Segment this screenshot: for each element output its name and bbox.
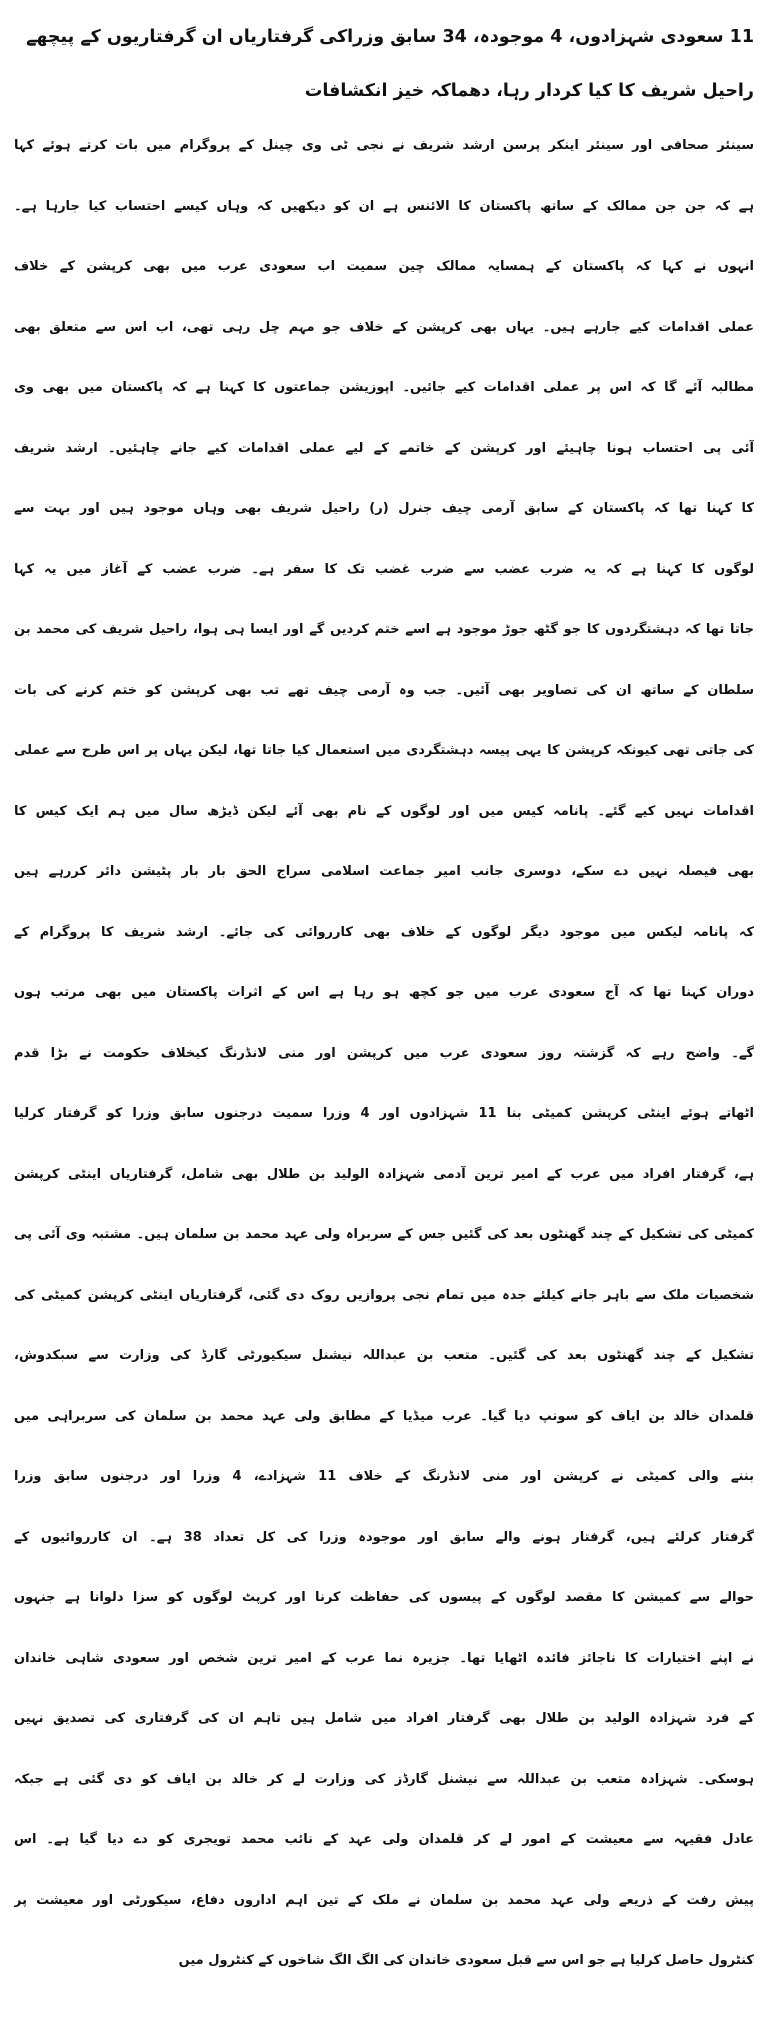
body-line: آئی پی احتساب ہونا چاہیئے اور کرپشن کے خاتمے کے لیے عملی اقدامات کیے جانے چاہئیں۔ ارشد شریف [14,440,754,456]
body-line: دوران کہنا تھا کہ آج سعودی عرب میں جو کچھ ہو رہا ہے اس کے اثرات پاکستان میں بھی مرتب ہوں [14,985,754,1000]
body-line: تشکیل کے چند گھنٹوں بعد کی گئیں۔ متعب بن عبداللہ نیشنل سیکیورٹی گارڈ کی وزارت سے سبکدوش، [14,1348,754,1363]
body-line: ہے، گرفتار افراد میں عرب کے امیر ترین آدمی شہزادہ الولید بن طلال بھی شامل، گرفتاریاں اینٹی کرپشن [14,1166,754,1182]
body-line: اٹھاتے ہوئے اینٹی کرپشن کمیٹی بنا 11 شہزادوں اور 4 وزرا سمیت درجنوں سابق وزرا کو گرفتار کرلیا [14,1106,754,1121]
article-body [14,116,754,1992]
body-line: اقدامات نہیں کیے گئے۔ پانامہ کیس میں اور لوگوں کے نام بھی آئے لیکن ڈیڑھ سال میں ہم ایک کیس کا [14,803,754,819]
body-line: نے اپنے اختیارات کا ناجائز فائدہ اٹھایا تھا۔ جزیرہ نما عرب کے امیر ترین شخص اور سعودی شاہی خاندان [14,1650,754,1666]
body-line: سلطان کے ساتھ ان کی تصاویر بھی آئیں۔ جب وہ آرمی چیف تھے تب بھی کرپشن کو ختم کرنے کی بات [14,682,754,698]
body-line: کنٹرول حاصل کرلیا ہے جو اس سے قبل سعودی خاندان کی الگ الگ شاخوں کے کنٹرول میں [178,1953,754,1968]
body-line: پیش رفت کے ذریعے ولی عہد محمد بن سلمان نے ملک کے تین اہم اداروں دفاع، سیکورٹی اور معیشت پر [14,1892,754,1908]
body-line: جاتا تھا کہ دہشتگردوں کا جو گٹھ جوڑ موجود ہے اسے ختم کردیں گے اور ایسا ہی ہوا، راحیل شریف کی محمد بن [14,622,754,637]
headline-line: راحیل شریف کا کیا کردار رہا، دھماکہ خیز انکشافات [304,81,754,101]
body-line: قلمدان خالد بن ایاف کو سونپ دیا گیا۔ عرب میڈیا کے مطابق ولی عہد محمد بن سلمان کی سربراہی میں [14,1408,754,1424]
headline-line: 11 سعودی شہزادوں، 4 موجودہ، 34 سابق وزراکی گرفتاریاں ان گرفتاریوں کے پیچھے [26,27,754,47]
body-line: حوالے سے کمیشن کا مقصد لوگوں کے پیسوں کی حفاظت کرنا اور کرپٹ لوگوں کو سزا دلوانا ہے جنہوں [14,1590,754,1605]
headline [14,8,754,116]
body-line: ہے کہ جن جن ممالک کے ساتھ پاکستان کا الائنس ہے ان کو دیکھیں کہ وہاں کیسے احتساب کیا جارہا ہے۔ [14,198,754,214]
body-line: مطالبہ آئے گا کہ اس پر عملی اقدامات کیے جائیں۔ اپوزیشن جماعتوں کا کہنا ہے کہ پاکستان میں بھی وی [14,380,754,395]
body-line: عملی اقدامات کیے جارہے ہیں۔ یہاں بھی کرپشن کے خلاف جو مہم چل رہی تھی، اب اس سے متعلق بھی [14,319,754,335]
body-line: کہ پانامہ لیکس میں موجود دیگر لوگوں کے خلاف بھی کارروائی کی جائے۔ ارشد شریف کا پروگرام کے [14,924,754,940]
body-line: ہوسکی۔ شہزادہ متعب بن عبداللہ سے نیشنل گارڈز کی وزارت لے کر خالد بن ایاف کو دی گئی ہے جبکہ [14,1771,754,1787]
body-line: شخصیات ملک سے باہر جانے کیلئے جدہ میں تمام نجی پروازیں روک دی گئی، گرفتاریاں اینٹی کرپشن کمیٹی کی [14,1287,754,1303]
body-line: بھی فیصلہ نہیں دے سکے، دوسری جانب امیر جماعت اسلامی سراج الحق بار بار پٹیشن دائر کررہے ہیں [14,864,754,879]
body-line: بننے والی کمیٹی نے کرپشن اور منی لانڈرنگ کے خلاف 11 شہزادے، 4 وزرا اور درجنوں سابق وزرا [14,1469,754,1484]
body-line: گرفتار کرلئے ہیں، گرفتار ہونے والے سابق اور موجودہ وزرا کی کل تعداد 38 ہے۔ ان کارروائیوں کے [14,1529,754,1545]
body-line: کی جاتی تھی کیونکہ کرپشن کا یہی پیسہ دہشتگردی میں استعمال کیا جاتا تھا، لیکن یہاں پر اس طرح سے عملی [14,743,754,758]
body-line: لوگوں کا کہنا ہے کہ یہ ضرب عضب سے ضرب غضب تک کا سفر ہے۔ ضرب عضب کے آغاز میں یہ کہا [14,561,754,577]
body-line: کا کہنا تھا کہ پاکستان کے سابق آرمی چیف جنرل (ر) راحیل شریف بھی وہاں موجود ہیں اور بہت سے [14,501,754,516]
body-line: عادل فقیہہ سے معیشت کے امور لے کر قلمدان ولی عہد کے نائب محمد تویجری کو دے دیا گیا ہے۔ اس [14,1832,754,1847]
body-line: گے۔ واضح رہے کہ گزشتہ روز سعودی عرب میں کرپشن اور منی لانڈرنگ کیخلاف حکومت نے بڑا قدم [14,1045,754,1061]
body-line: کمیٹی کی تشکیل کے چند گھنٹوں بعد کی گئیں جس کے سربراہ ولی عہد محمد بن سلمان ہیں۔ مشتبہ وی آئی پی [14,1227,754,1242]
body-line: کے فرد شہزادہ الولید بن طلال بھی گرفتار افراد میں شامل ہیں تاہم ان کی گرفتاری کی تصدیق نہیں [14,1711,754,1726]
body-line: سینئر صحافی اور سینئر اینکر پرسن ارشد شریف نے نجی ٹی وی چینل کے پروگرام میں بات کرتے ہوئے کہا [14,138,754,153]
body-line: انہوں نے کہا کہ پاکستان کے ہمسایہ ممالک چین سمیت اب سعودی عرب میں بھی کرپشن کے خلاف [14,259,754,274]
